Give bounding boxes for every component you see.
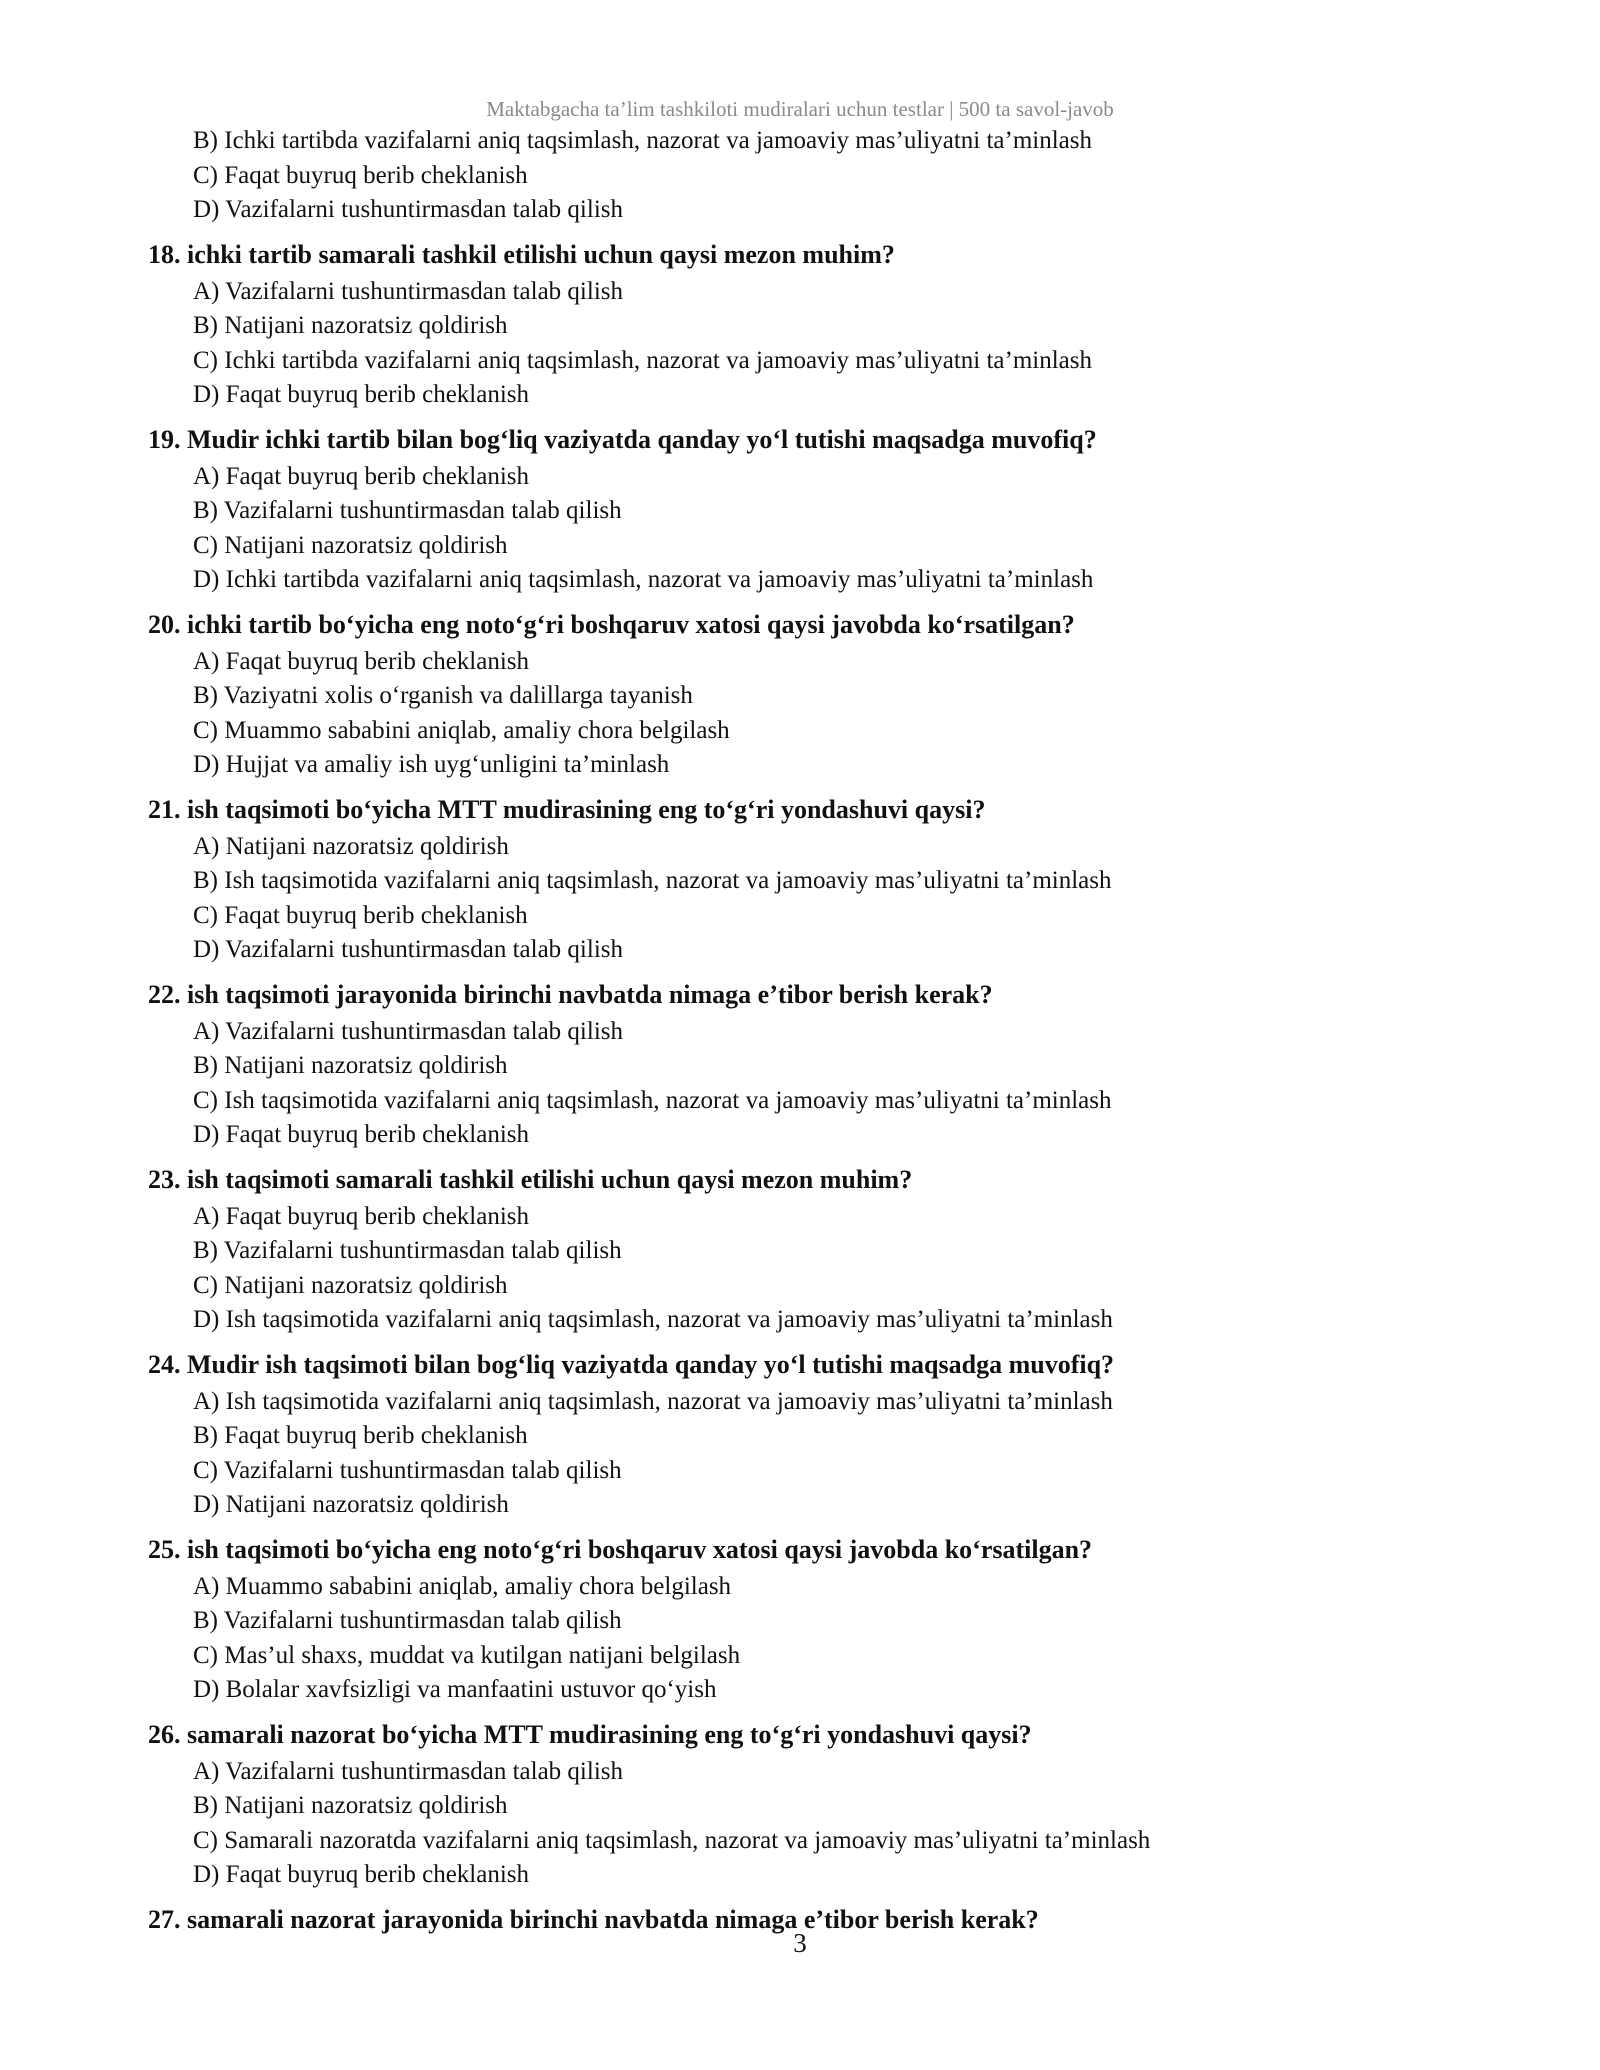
question-title: 18. ichki tartib samarali tashkil etilishi uchun qaysi mezon muhim?	[148, 239, 895, 269]
question-19	[148, 422, 1448, 598]
answer-option: D) Hujjat va amaliy ish uyg‘unligini ta’minlash	[193, 751, 670, 778]
answer-option: C) Ichki tartibda vazifalarni aniq taqsimlash, nazorat va jamoaviy mas’uliyatni ta’minlash	[193, 346, 1093, 374]
answer-option: B) Ichki tartibda vazifalarni aniq taqsimlash, nazorat va jamoaviy mas’uliyatni ta’minlash	[193, 127, 1093, 154]
answer-option: B) Natijani nazoratsiz qoldirish	[193, 1052, 508, 1079]
answer-option: C) Muammo sababini aniqlab, amaliy chora belgilash	[193, 716, 730, 744]
answer-option: C) Natijani nazoratsiz qoldirish	[193, 531, 508, 559]
answer-option: C) Natijani nazoratsiz qoldirish	[193, 1271, 508, 1299]
answer-option: D) Ish taqsimotida vazifalarni aniq taqsimlash, nazorat va jamoaviy mas’uliyatni ta’minlash	[193, 1306, 1113, 1333]
question-23	[148, 1162, 1448, 1338]
answer-option: C) Faqat buyruq berib cheklanish	[193, 901, 528, 929]
question-25	[148, 1532, 1448, 1708]
question-title: 23. ish taqsimoti samarali tashkil etilishi uchun qaysi mezon muhim?	[148, 1164, 913, 1194]
question-title: 24. Mudir ish taqsimoti bilan bog‘liq vaziyatda qanday yo‘l tutishi maqsadga muvofiq?	[148, 1349, 1115, 1379]
answer-option: C) Faqat buyruq berib cheklanish	[193, 161, 528, 189]
answer-option: D) Faqat buyruq berib cheklanish	[193, 1861, 530, 1888]
answer-option: A) Natijani nazoratsiz qoldirish	[193, 832, 509, 860]
page-number: 3	[793, 1928, 807, 1958]
answer-option: D) Vazifalarni tushuntirmasdan talab qilish	[193, 196, 623, 223]
answer-option: A) Vazifalarni tushuntirmasdan talab qilish	[193, 1757, 623, 1785]
answer-option: D) Faqat buyruq berib cheklanish	[193, 1121, 530, 1148]
question-20	[148, 607, 1448, 783]
answer-option: C) Mas’ul shaxs, muddat va kutilgan natijani belgilash	[193, 1641, 741, 1669]
question-24	[148, 1347, 1448, 1523]
answer-option: B) Faqat buyruq berib cheklanish	[193, 1422, 528, 1449]
answer-option: D) Natijani nazoratsiz qoldirish	[193, 1491, 509, 1518]
answer-option: B) Natijani nazoratsiz qoldirish	[193, 312, 508, 339]
question-title: 20. ichki tartib bo‘yicha eng noto‘g‘ri boshqaruv xatosi qaysi javobda ko‘rsatilgan?	[148, 609, 1075, 639]
question-title: 21. ish taqsimoti bo‘yicha MTT mudirasining eng to‘g‘ri yondashuvi qaysi?	[148, 794, 986, 824]
answer-option: D) Vazifalarni tushuntirmasdan talab qilish	[193, 936, 623, 963]
answer-option: B) Vazifalarni tushuntirmasdan talab qilish	[193, 497, 622, 524]
continued-options	[148, 124, 1448, 228]
answer-option: A) Ish taqsimotida vazifalarni aniq taqsimlash, nazorat va jamoaviy mas’uliyatni ta’minlash	[193, 1387, 1113, 1415]
answer-option: B) Vaziyatni xolis o‘rganish va dalillarga tayanish	[193, 682, 693, 709]
answer-option: A) Faqat buyruq berib cheklanish	[193, 647, 530, 675]
answer-option: B) Ish taqsimotida vazifalarni aniq taqsimlash, nazorat va jamoaviy mas’uliyatni ta’minlash	[193, 867, 1112, 894]
question-title: 25. ish taqsimoti bo‘yicha eng noto‘g‘ri boshqaruv xatosi qaysi javobda ko‘rsatilgan?	[148, 1534, 1093, 1564]
answer-option: A) Muammo sababini aniqlab, amaliy chora belgilash	[193, 1572, 732, 1600]
question-18	[148, 237, 1448, 413]
answer-option: D) Faqat buyruq berib cheklanish	[193, 381, 530, 408]
answer-option: C) Samarali nazoratda vazifalarni aniq taqsimlash, nazorat va jamoaviy mas’uliyatni ta’minlash	[193, 1826, 1151, 1854]
answer-option: B) Natijani nazoratsiz qoldirish	[193, 1792, 508, 1819]
question-26	[148, 1717, 1448, 1893]
answer-option: C) Ish taqsimotida vazifalarni aniq taqsimlash, nazorat va jamoaviy mas’uliyatni ta’minlash	[193, 1086, 1112, 1114]
answer-option: C) Vazifalarni tushuntirmasdan talab qilish	[193, 1456, 622, 1484]
question-22	[148, 977, 1448, 1153]
question-21	[148, 792, 1448, 968]
answer-option: D) Ichki tartibda vazifalarni aniq taqsimlash, nazorat va jamoaviy mas’uliyatni ta’minlash	[193, 566, 1094, 593]
answer-option: A) Faqat buyruq berib cheklanish	[193, 462, 530, 490]
answer-option: A) Vazifalarni tushuntirmasdan talab qilish	[193, 277, 623, 305]
document-body	[148, 124, 1448, 1940]
answer-option: A) Faqat buyruq berib cheklanish	[193, 1202, 530, 1230]
question-title: 22. ish taqsimoti jarayonida birinchi navbatda nimaga e’tibor berish kerak?	[148, 979, 993, 1009]
question-title: 26. samarali nazorat bo‘yicha MTT mudirasining eng to‘g‘ri yondashuvi qaysi?	[148, 1719, 1032, 1749]
page-header: Maktabgacha ta’lim tashkiloti mudiralari uchun testlar | 500 ta savol-javob	[486, 97, 1114, 121]
question-title: 27. samarali nazorat jarayonida birinchi navbatda nimaga e’tibor berish kerak?	[148, 1904, 1039, 1934]
answer-option: D) Bolalar xavfsizligi va manfaatini ustuvor qo‘yish	[193, 1676, 717, 1703]
question-title: 19. Mudir ichki tartib bilan bog‘liq vaziyatda qanday yo‘l tutishi maqsadga muvofiq?	[148, 424, 1097, 454]
answer-option: B) Vazifalarni tushuntirmasdan talab qilish	[193, 1237, 622, 1264]
answer-option: A) Vazifalarni tushuntirmasdan talab qilish	[193, 1017, 623, 1045]
answer-option: B) Vazifalarni tushuntirmasdan talab qilish	[193, 1607, 622, 1634]
